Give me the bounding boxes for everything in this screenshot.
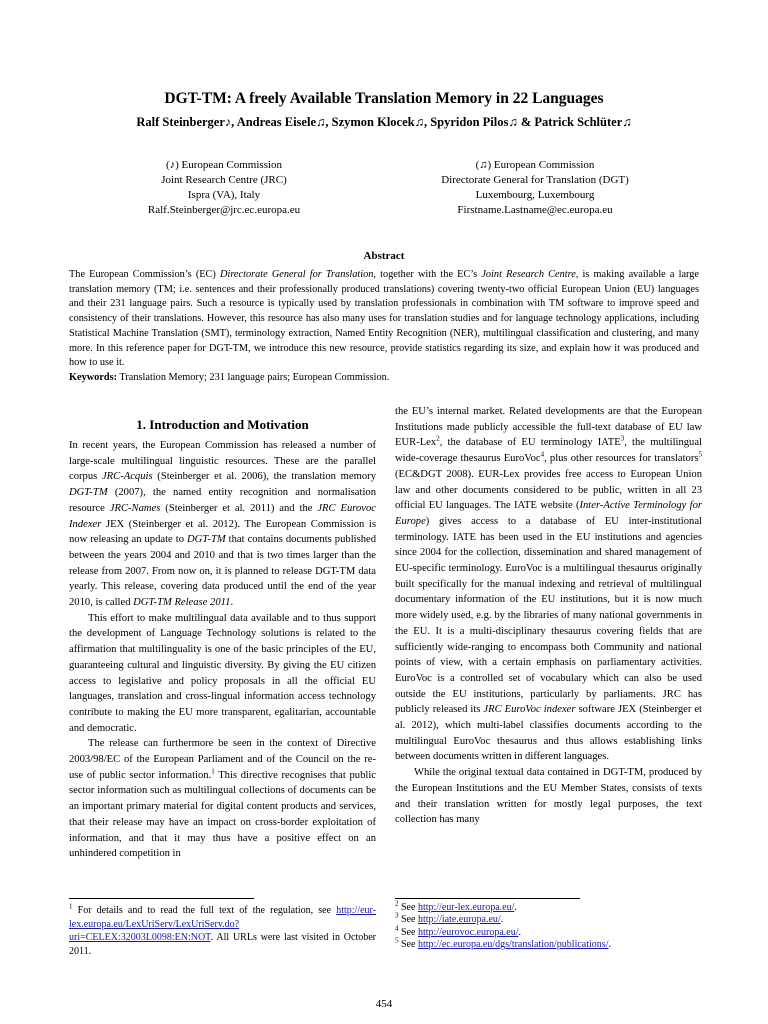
footnote-5: $^5$ See http://ec.europa.eu/dgs/translation/publications/. — [395, 936, 611, 951]
footnote-2: $^2$ See http://eur-lex.europa.eu/. — [395, 899, 517, 913]
footnotes-right — [395, 899, 702, 952]
author-list: Ralf Steinberger♪, Andreas Eisele♫, Szymon Klocek♫, Spyridon Pilos♫ & Patrick Schlüter♫ — [136, 115, 632, 129]
affiliation-org: Directorate General for Translation (DGT) — [441, 174, 629, 186]
abstract-heading: Abstract — [363, 250, 405, 262]
paper-title: DGT-TM: A freely Available Translation Memory in 22 Languages — [164, 90, 604, 107]
affiliation-place: Ispra (VA), Italy — [187, 189, 261, 201]
footnote-link[interactable]: http://eur-lex.europa.eu/LexUriServ/LexUriServ.do?uri=CELEX:32003L0098:EN:NOT — [69, 905, 376, 943]
footnote-link[interactable]: http://eurovoc.europa.eu/ — [417, 926, 519, 938]
affiliation-dgt — [385, 158, 685, 218]
footnote-divider — [69, 898, 254, 899]
paragraph: In recent years, the European Commission has released a number of large-scale multilingual linguistic resources. These are the parallel corpus JRC-Acquis (Steinberger et al. 2006), the translation memory DGT-TM (2007), the named entity recognition and normalisation resource JRC-Names (Steinberger et al. 2011) and the JRC Eurovoc Indexer JEX (Steinberger et al. 2012). The European Commission is now releasing an update to DGT-TM that contains documents published between the years 2004 and 2010 and that is two times larger than the release from 2007. From now on, it is planned to release DGT-TM data yearly. This release, covering data produced until the end of the year 2010, is called DGT-TM Release 2011. — [69, 440, 376, 609]
footnote-divider — [395, 898, 580, 899]
keywords — [69, 372, 699, 383]
footnote-1: $^1$ For details and to read the full text of the regulation, see http://eur-lex.europa.eu/LexUriServ/LexUriServ.do?uri=CELEX:32003L0098:EN:NOT. All URLs were last visited in October 2011. — [69, 902, 376, 957]
footnote-link[interactable]: http://iate.europa.eu/ — [417, 914, 501, 926]
affiliation-email: Firstname.Lastname@ec.europa.eu — [457, 204, 613, 216]
section-heading: 1. Introduction and Motivation — [136, 417, 309, 432]
affiliation-email: Ralf.Steinberger@jrc.ec.europa.eu — [147, 204, 301, 216]
right-column — [395, 404, 702, 828]
keywords-text: Translation Memory; 231 language pairs; European Commission. — [117, 372, 390, 383]
footnote-3: $^3$ See http://iate.europa.eu/. — [395, 912, 504, 926]
paragraph: This effort to make multilingual data available and to thus support the development of Language Technology solutions is related to the affirmation that multilinguality is one of the basic principles of the EU, guaranteeing cultural and linguistic diversity. By giving the EU citizen access to legislative and policy proposals in all the official EU languages, translation and cross-lingual information access technology contribute to making the EU more transparent, egalitarian, accountable and democratic. — [69, 612, 376, 734]
abstract-text: The European Commission’s (EC) Directorate General for Translation, together with the EC’s Joint Research Centre, is making available a large translation memory (TM; i.e. sentences and their professionally produced translations) covering twenty-two official European Union (EU) languages and their 231 language pairs. Such a resource is typically used by translation professionals in combination with TM software to improve speed and consistency of their translations. However, this resource has also many uses for translation studies and for language technology applications, including Statistical Machine Translation (SMT), terminology extraction, Named Entity Recognition (NER), multilingual classification and clustering, and many more. In this reference paper for DGT-TM, we introduce this new resource, provide statistics regarding its size, and explain how it was produced and how to use it. — [69, 269, 700, 369]
affiliation-org: Joint Research Centre (JRC) — [161, 174, 287, 186]
affiliation-symbol: (♪) European Commission — [165, 159, 283, 171]
affiliation-symbol: (♫) European Commission — [475, 159, 595, 171]
paragraph: the EU’s internal market. Related developments are that the European Institutions made publicly accessible the full-text database of EU law EUR-Lex$^2$, the database of EU terminology IATE$^3$, the multilingual wide-coverage thesaurus EuroVoc$^4$, plus other resources for translators$^5$ (EC&DGT 2008). EUR-Lex provides free access to European Union law and other documents considered to be public, written in all 23 official EU languages. The IATE website (Inter-Active Terminology for Europe) gives access to a database of EU inter-institutional terminology. IATE has been used in the EU institutions and agencies since 2004 for the collection, dissemination and shared management of EU-specific terminology. EuroVoc is a multilingual thesaurus originally built specifically for the manual indexing and retrieval of multilingual documentary information of the EU institutions, but it is now much more widely used, e.g. by the libraries of many national governments in the EU. It is a multi-disciplinary thesaurus covering fields that are sufficiently wide-ranging to encompass both Community and national points of view, with a certain emphasis on parliamentary activities. EuroVoc is a controlled set of vocabulary which can also be used outside the EU institutions, particularly by parliaments. JRC has publicly released its JRC EuroVoc indexer software JEX (Steinberger et al. 2012), which multi-label classifies documents according to the multilingual EuroVoc thesaurus and thus allows establishing links between documents written in different languages. — [395, 406, 703, 763]
page-number: 454 — [375, 998, 393, 1010]
affiliation-place: Luxembourg, Luxembourg — [475, 189, 595, 201]
keywords-label: Keywords: — [69, 372, 118, 383]
affiliation-jrc — [74, 158, 374, 218]
footnote-link[interactable]: http://ec.europa.eu/dgs/translation/publications/ — [417, 939, 609, 951]
footnote-4: $^4$ See http://eurovoc.europa.eu/. — [395, 924, 521, 938]
footnote-link[interactable]: http://eur-lex.europa.eu/ — [417, 902, 515, 913]
paragraph: While the original textual data contained in DGT-TM, produced by the European Institutions and the EU Member States, consists of texts and their translation written for mostly legal purposes, the text collection has many — [395, 767, 702, 826]
paragraph: The release can furthermore be seen in the context of Directive 2003/98/EC of the European Parliament and of the Council on the re-use of public sector information.$^1$ This directive recognises that public sector information such as multilingual collections of documents can be an important primary material for digital content products and services, that their release may have an impact on cross-border exploitation of information, and that it may thus have a positive effect on an unhindered competition in — [69, 738, 376, 860]
left-column — [69, 438, 376, 862]
